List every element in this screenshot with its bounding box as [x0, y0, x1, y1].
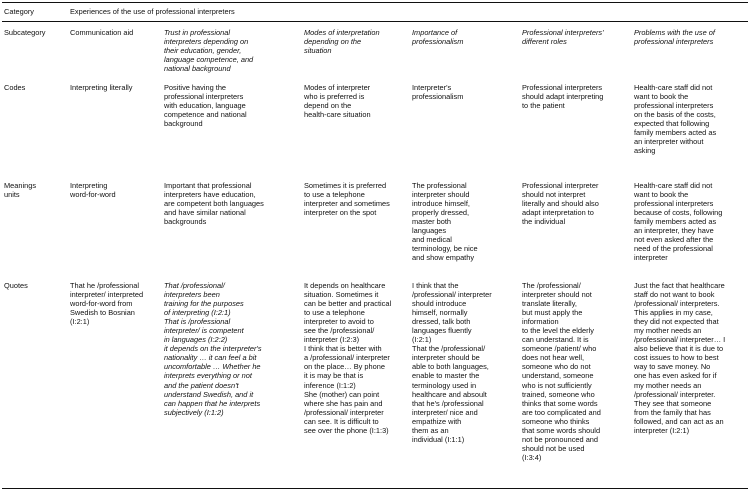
quote-line: interpreters been — [164, 290, 220, 300]
quote-line: it depends on the interpreter's — [164, 344, 262, 354]
quote-line: understand Swedish, and it — [164, 389, 254, 399]
quote-line: and the patient doesn't — [164, 380, 239, 390]
row-label-meanings-units: Meanings units — [4, 181, 37, 200]
quote-line: can happen that he interprets — [164, 398, 261, 408]
subcategory-trust: Trust in professional interpreters depending on their education, gender, language competence, and national background — [164, 28, 254, 74]
row-label-codes: Codes — [4, 83, 26, 92]
subcategory-communication-aid: Communication aid — [70, 28, 134, 37]
quotes-problems: Just the fact that healthcare staff do not want to book /professional/ interpreters. This applies in my case, they did not expected that my mother needs an /professional/ interpreter… I also believe that it is due to cost issues to how to best way to save money. No one has even asked for if my mother needs an /professional/ interpreter. They see that someone from the family that has followed, and can act as an interpreter (I:2:1) — [634, 281, 726, 435]
quote-line: That is /professional — [164, 317, 231, 327]
codes-modes: Modes of interpreter who is preferred is depend on the health-care situation — [304, 83, 371, 120]
subcategory-professionalism: Importance of professionalism — [412, 28, 464, 47]
meanings-modes: Sometimes it is preferred to use a telephone interpreter and sometimes interpreter on the spot — [304, 181, 390, 218]
meanings-communication-aid: Interpreting word-for-word — [70, 181, 116, 200]
codes-problems: Health-care staff did not want to book the professional interpreters on the basis of the costs, expected that following family members acted as an interpreter without asking — [634, 83, 717, 156]
category-value: Experiences of the use of professional interpreters — [70, 7, 235, 16]
quotes-communication-aid: That he /professional interpreter/ interpreted word-for-word from Swedish to Bosnian (I:2:1) — [70, 281, 144, 327]
quote-line: interpreter/ is competent — [164, 326, 244, 336]
header-rule — [2, 21, 748, 22]
category-label: Category — [4, 7, 34, 16]
quote-line: training for the purposes — [164, 299, 244, 309]
codes-roles: Professional interpreters should adapt interpreting to the patient — [522, 83, 604, 111]
quote-line: of interpreting (I:2:1) — [164, 308, 231, 318]
meanings-roles: Professional interpreter should not interpret literally and should also adapt interpretation to the individual — [522, 181, 599, 227]
codes-communication-aid: Interpreting literally — [70, 83, 133, 92]
quotes-roles: The /professional/ interpreter should not translate literally, but must apply the information to the level the elderly can understand. It is someone /patient/ who does not hear well, someone who do not understand, someone who is not sufficiently trained, someone who thinks that some words are too complicated and someone who thinks that some words should not be pronounced and should not be used (I:3:4) — [522, 281, 601, 462]
meanings-trust: Important that professional interpreters have education, are competent both languages and have similar national backgrounds — [164, 181, 264, 227]
codes-professionalism: Interpreter's professionalism — [412, 83, 464, 102]
subcategory-modes: Modes of interpretation depending on the situation — [304, 28, 380, 56]
subcategory-roles: Professional interpreters' different roles — [522, 28, 604, 47]
meanings-problems: Health-care staff did not want to book the professional interpreters because of costs, following family members acted as an interpreter, they have not even asked after the need of the professional interpreter — [634, 181, 723, 263]
subcategory-problems: Problems with the use of professional interpreters — [634, 28, 715, 47]
bottom-rule — [2, 488, 748, 489]
quote-line: in languages (I:2:2) — [164, 335, 228, 345]
quotes-modes: It depends on healthcare situation. Sometimes it can be better and practical to use a telephone interpreter to avoid to see the /professional/ interpreter (I:2:3) I think that is better with a /professional/ interpreter on the place… By phone it is may be that is inference (I:1:2) She (mother) can point where she has pain and /professional/ interpreter can see. It is difficult to see over the phone (I:1:3) — [304, 281, 392, 435]
quote-line: uncomfortable … Whether he — [164, 362, 261, 372]
quote-line: interprets everything or not — [164, 371, 252, 381]
quote-line: That /professional/ — [164, 281, 225, 290]
row-label-subcategory: Subcategory — [4, 28, 46, 37]
codes-trust: Positive having the professional interpreters with education, language competence and national background — [164, 83, 247, 129]
row-label-quotes: Quotes — [4, 281, 28, 290]
top-rule — [2, 2, 748, 3]
meanings-professionalism: The professional interpreter should introduce himself, properly dressed, master both languages and medical terminology, be nice and show empathy — [412, 181, 478, 263]
quotes-trust — [164, 281, 302, 417]
quote-line: subjectively (I:1:2) — [164, 407, 224, 417]
quotes-professionalism: I think that the /professional/ interpreter should introduce himself, normally dressed, talk both languages fluently (I:2:1) That the /professional/ interpreter should be able to both languages, enable to master the terminology used in healthcare and absoult that he's /professional interpreter/ nice and empathize with them as an individual (I:1:1) — [412, 281, 492, 444]
quote-line: nationality … it can feel a bit — [164, 353, 257, 363]
